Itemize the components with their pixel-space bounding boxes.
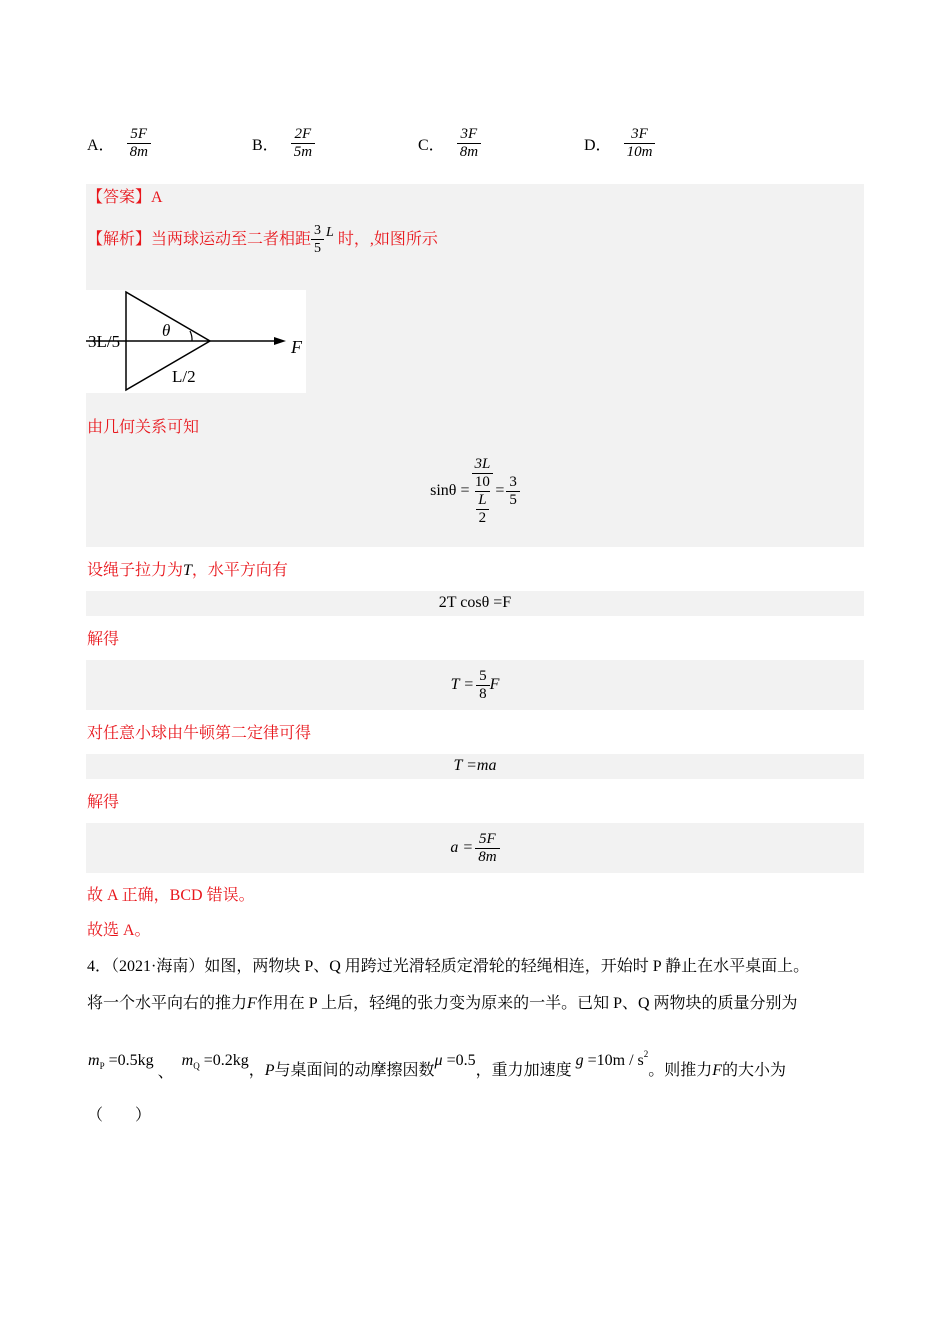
sin-outer-den: 2 (476, 509, 490, 527)
answer-text: 【答案】A (87, 189, 163, 206)
option-label: B． (252, 137, 279, 154)
q4-mq-sub: Q (193, 1061, 200, 1071)
tension-var: T (183, 562, 192, 579)
analysis-prefix: 【解析】当两球运动至二者相距 (87, 230, 312, 248)
q4-comma: ， (248, 1062, 265, 1079)
option-c (418, 126, 481, 161)
sin-inner-num: 3L (474, 455, 491, 472)
step-solve-2: 解得 (87, 794, 120, 811)
q4-mu: μ (434, 1052, 443, 1069)
bottom-label: L/2 (172, 367, 196, 386)
q4-g-sup: 2 (643, 1049, 649, 1059)
question4-line1: 4．（2021·海南）如图，两物块 P、Q 用跨过光滑轻质定滑轮的轻绳相连，开始时 P 静止在水平桌面上。 (87, 958, 810, 975)
q4-line2b: 作用在 P 上后，轻绳的张力变为原来的一半。已知 P、Q 两物块的质量分别为 (256, 995, 798, 1012)
T-num: 5 (479, 667, 487, 684)
q4-ask-a: 。则推力 (648, 1062, 713, 1079)
Tma-equation: T =ma (453, 757, 497, 774)
cos-equation: 2T cosθ =F (438, 594, 512, 611)
T-equation (86, 662, 864, 708)
analysis-frac-den: 5 (311, 239, 324, 257)
sin-eq: = (495, 482, 505, 499)
analysis-var: L (326, 224, 334, 240)
q4-ask-b: 的大小为 (722, 1062, 787, 1079)
left-label: 3L/5 (88, 332, 121, 351)
answer-paren: （ ） (87, 1107, 152, 1124)
q4-sep: 、 (157, 1064, 174, 1081)
sin-res-den: 5 (506, 491, 520, 509)
option-num: 3F (631, 126, 648, 142)
theta-label: θ (162, 321, 171, 340)
q4-mq-val: =0.2kg (203, 1052, 249, 1069)
q4-mu-val: =0.5 (446, 1052, 476, 1069)
diagram-svg (86, 290, 306, 393)
conclusion-text: 故 A 正确，BCD 错误。 (87, 887, 255, 904)
step-tension (87, 561, 288, 581)
choice-text: 故选 A。 (87, 922, 151, 939)
step-solve-1: 解得 (87, 631, 120, 648)
q4-friction: 与桌面间的动摩擦因数 (274, 1062, 435, 1079)
option-num: 5F (130, 126, 148, 142)
a-lhs: a = (450, 839, 474, 856)
option-a (87, 126, 151, 161)
option-label: D． (584, 137, 612, 154)
a-num: 5F (479, 830, 496, 847)
q4-mp-val: =0.5kg (108, 1052, 154, 1069)
option-num: 2F (294, 126, 312, 142)
option-b (252, 126, 315, 161)
option-label: C． (418, 137, 445, 154)
q4-line2a: 将一个水平向右的推力 (87, 995, 248, 1012)
T-rhs: F (489, 676, 500, 693)
question4-line2 (87, 994, 798, 1014)
T-lhs: T = (450, 676, 475, 693)
option-den: 10m (624, 143, 656, 161)
q4-gravity: ，重力加速度 (475, 1062, 572, 1079)
a-den: 8m (475, 848, 499, 866)
q4-force: F (247, 995, 257, 1012)
angle-arc (190, 331, 192, 341)
question4-line3 (88, 1044, 787, 1081)
option-den: 8m (457, 143, 481, 161)
q4-mq: m (181, 1052, 194, 1069)
sin-inner-den: 10 (472, 473, 493, 491)
arrow-head-icon (274, 337, 286, 345)
analysis-suffix: 时，,如图所示 (337, 230, 438, 248)
q4-P: P (264, 1062, 275, 1079)
q4-ask-F: F (712, 1062, 723, 1079)
analysis-line (87, 222, 438, 257)
force-label: F (291, 337, 302, 357)
a-equation (86, 825, 864, 871)
force-diagram (86, 290, 306, 393)
option-num: 3F (460, 126, 478, 142)
q4-g-val: =10m / s (587, 1052, 644, 1069)
T-den: 8 (476, 685, 490, 703)
analysis-frac-num: 3 (314, 223, 322, 238)
step-tension-a: 设绳子拉力为 (87, 562, 184, 579)
sin-outer-num: L (478, 491, 487, 508)
q4-mp-sub: P (99, 1061, 105, 1071)
step-geometry: 由几何关系可知 (87, 419, 200, 436)
option-d (584, 126, 655, 161)
sin-lhs: sinθ = (430, 482, 470, 499)
q4-g: g (575, 1052, 584, 1069)
sin-res-num: 3 (509, 473, 517, 490)
option-den: 5m (291, 143, 315, 161)
step-tension-b: ，水平方向有 (191, 562, 288, 579)
option-den: 8m (127, 143, 151, 161)
sin-equation (86, 448, 864, 534)
q4-mp: m (88, 1052, 100, 1069)
step-newton: 对任意小球由牛顿第二定律可得 (87, 725, 312, 742)
option-label: A． (87, 137, 115, 154)
